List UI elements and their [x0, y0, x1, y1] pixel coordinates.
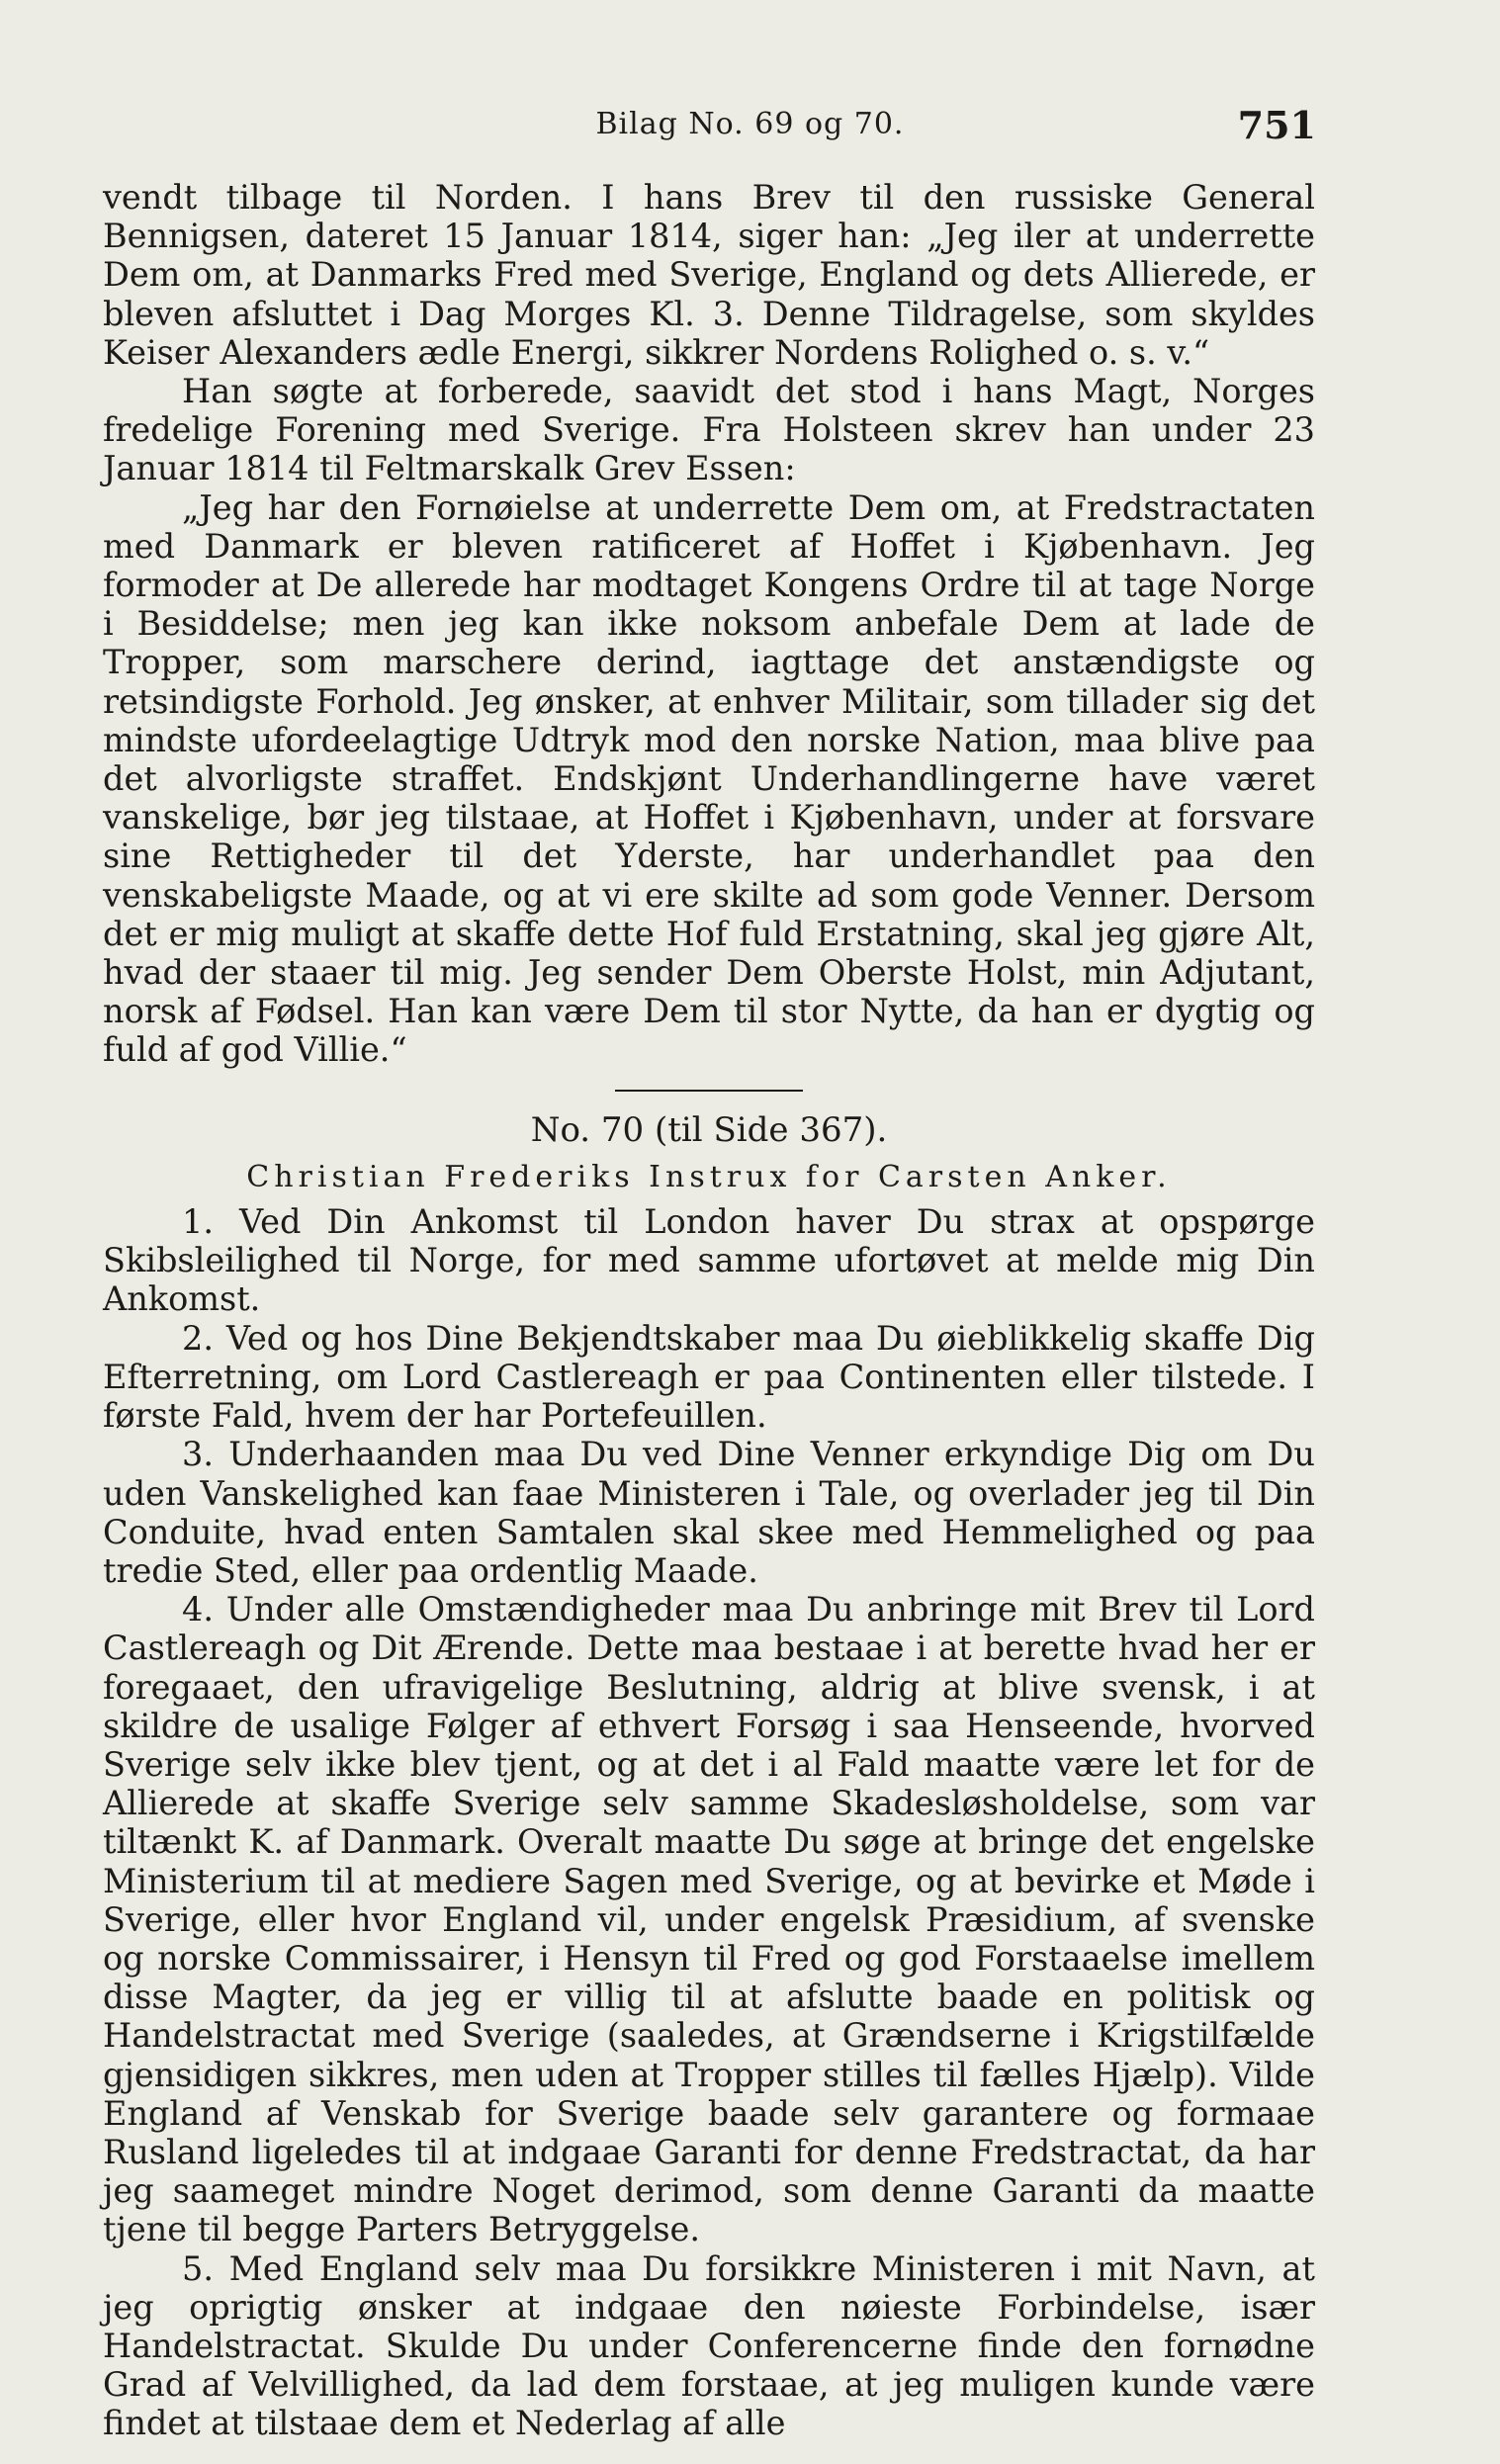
section-divider [615, 1090, 803, 1092]
instruction-item-4: 4. Under alle Omstændigheder maa Du anbringe mit Brev til Lord Castlereagh og Dit Ærende. Dette maa bestaae i at berette hvad her er foregaaet, den ufravigelige Beslutning, aldrig at blive svensk, i at skildre de usalige Følger af ethvert Forsøg i saa Henseende, hvorved Sverige selv ikke blev tjent, og at det i al Fald maatte være let for de Allierede at skaffe Sverige selv samme Skadesløsholdelse, som var tiltænkt K. af Danmark. Overalt maatte Du søge at bringe det engelske Ministerium til at mediere Sagen med Sverige, og at bevirke et Møde i Sverige, eller hvor England vil, under engelsk Præsidium, af svenske og norske Commissairer, i Hensyn til Fred og god Forstaaelse imellem disse Magter, da jeg er villig til at afslutte baade en politisk og Handelstractat med Sverige (saaledes, at Grændserne i Krigstilfælde gjensidigen sikkres, men uden at Tropper stilles til fælles Hjælp). Vilde England af Venskab for Sverige baade selv garantere og formaae Rusland ligeledes til at indgaae Garanti for denne Fredstractat, da har jeg saameget mindre Noget derimod, som denne Garanti da maatte tjene til begge Parters Betryggelse. [103, 1590, 1315, 2249]
document-title: Christian Frederiks Instrux for Carsten Anker. [246, 1159, 1172, 1194]
instruction-item-2: 2. Ved og hos Dine Bekjendtskaber maa Du øieblikkelig skaffe Dig Efterretning, om Lord Castlereagh er paa Continenten eller tilstede. I første Fald, hvem der har Portefeuillen. [103, 1318, 1315, 1436]
instruction-item-1: 1. Ved Din Ankomst til London haver Du strax at opspørge Skibsleilighed til Norge, for med samme ufortøvet at melde mig Din Ankomst. [103, 1202, 1315, 1319]
paragraph: Han søgte at forberede, saavidt det stod i hans Magt, Norges fredelige Forening med Sverige. Fra Holsteen skrev han under 23 Januar 1814 til Feltmarskalk Grev Essen: [103, 372, 1315, 488]
instruction-item-3: 3. Underhaanden maa Du ved Dine Venner erkyndige Dig om Du uden Vanskelighed kan faae Ministeren i Tale, og overlader jeg til Din Conduite, hvad enten Samtalen skal skee med Hemmelighed og paa tredie Sted, eller paa ordentlig Maade. [103, 1435, 1315, 1590]
instruction-item-5: 5. Med England selv maa Du forsikkre Ministeren i mit Navn, at jeg oprigtig ønsker at indgaae den nøieste Forbindelse, især Handelstractat. Skulde Du under Conferencerne finde den fornødne Grad af Velvillighed, da lad dem forstaae, at jeg muligen kunde være findet at tilstaae dem et Nederlag af alle [103, 2248, 1315, 2443]
section-heading: No. 70 (til Side 367). [530, 1109, 888, 1150]
quoted-letter: „Jeg har den Fornøielse at underrette Dem om, at Fredstractaten med Danmark er bleven ratificeret af Hoffet i Kjøbenhavn. Jeg formoder at De allerede har modtaget Kongens Ordre til at tage Norge i Besiddelse; men jeg kan ikke noksom anbefale Dem at lade de Tropper, som marschere derind, iagttage det anstændigste og retsindigste Forhold. Jeg ønsker, at enhver Militair, som tillader sig det mindste ufordeelagtige Udtryk mod den norske Nation, maa blive paa det alvorligste straffet. Endskjønt Underhandlingerne have været vanskelige, bør jeg tilstaae, at Hoffet i Kjøbenhavn, under at forsvare sine Rettigheder til det Yderste, har underhandlet paa den venskabeligste Maade, og at vi ere skilte ad som gode Venner. Dersom det er mig muligt at skaffe dette Hof fuld Erstatning, skal jeg gjøre Alt, hvad der staaer til mig. Jeg sender Dem Oberste Holst, min Adjutant, norsk af Fødsel. Han kan være Dem til stor Nytte, da han er dygtig og fuld af god Villie.“ [103, 487, 1315, 1070]
running-header [0, 103, 1500, 162]
paragraph-continuation: vendt tilbage til Norden. I hans Brev til den russiske General Bennigsen, dateret 15 Januar 1814, siger han: „Jeg iler at underrette Dem om, at Danmarks Fred med Sverige, England og dets Allierede, er bleven afsluttet i Dag Morges Kl. 3. Denne Tildragelse, som skyldes Keiser Alexanders ædle Energi, sikkrer Nordens Rolighed o. s. v.“ [103, 178, 1315, 372]
page-number: 751 [1237, 103, 1316, 147]
body-text [103, 178, 1315, 2443]
running-title: Bilag No. 69 og 70. [595, 107, 905, 141]
